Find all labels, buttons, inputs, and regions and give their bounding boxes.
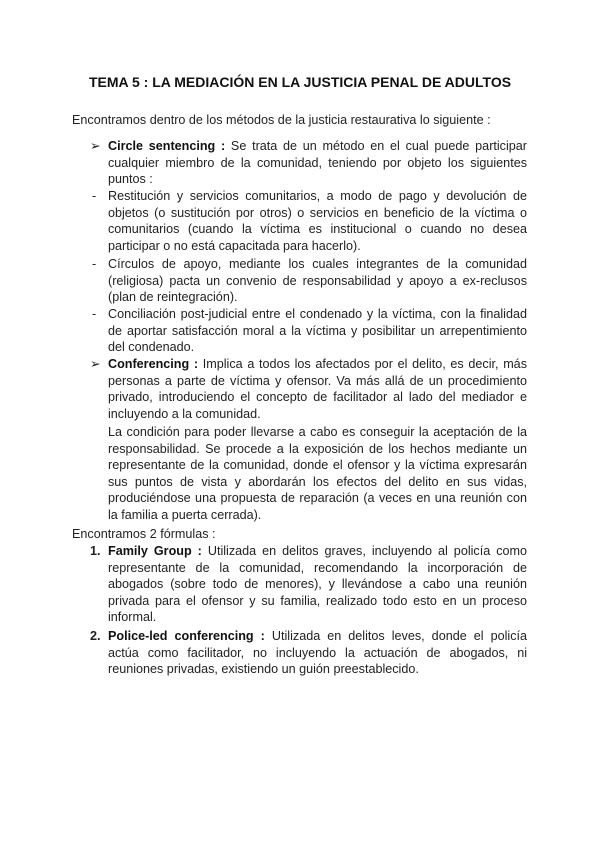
conferencing-condition: La condición para poder llevarse a cabo es conseguir la aceptación de la responsabilidad. Se procede a la exposición de los hechos mediante un representante de la comunidad, donde el ofensor y la víctima expresarán sus puntos de vista y abordarán los efectos del delito en sus vidas, produciéndose una propuesta de reparación (a veces en una reunión con la familia a puerta cerrada). (108, 425, 527, 522)
arrow-bullet-icon: ➢ (90, 139, 101, 153)
dash-bullet: - (92, 189, 97, 203)
list-number: 1. (90, 544, 101, 558)
conferencing-term: Conferencing : (108, 357, 199, 371)
point-restitucion: Restitución y servicios comunitarios, a modo de pago y devolución de objetos (o sustitución por otros) o servicios en beneficio de la víctima o comunitarios (cuando la víctima es institucional o cuando no desea participar o no está capacitada para hacerlo). (108, 189, 527, 253)
police-led-text: Utilizada en delitos leves, donde el policía actúa como facilitador, no incluyendo la actuación de abogados, ni reuniones privadas, existiendo un guión preestablecido. (108, 629, 528, 677)
circle-sentencing-term: Circle sentencing : (108, 139, 226, 153)
family-group-term: Family Group : (108, 544, 202, 558)
arrow-bullet-icon: ➢ (90, 357, 101, 371)
conferencing-text: Implica a todos los afectados por el delito, es decir, más personas a parte de víctima y ofensor. Va más allá de un procedimiento privado, introduciendo el concepto de facilitador al lado del mediador e incluyendo a la comunidad. (108, 357, 527, 421)
list-number: 2. (90, 629, 101, 643)
family-group-item (108, 543, 527, 626)
circle-sentencing-item (108, 138, 527, 188)
formulas-intro: Encontramos 2 fórmulas : (72, 527, 216, 541)
family-group-text: Utilizada en delitos graves, incluyendo al policía como representante de la comunidad, recomendando la incorporación de abogados (sobre todo de menores), y llevándose a cabo una reunión privada para el ofensor y su familia, realizado todo esto en un proceso informal. (108, 544, 527, 625)
police-led-term: Police-led conferencing : (108, 629, 265, 643)
police-led-item (108, 628, 527, 678)
point-conciliacion: Conciliación post-judicial entre el condenado y la víctima, con la finalidad de aportar satisfacción moral a la víctima y posibilitar un arrepentimiento del condenado. (108, 307, 527, 355)
conferencing-item (108, 356, 527, 422)
circle-sentencing-text: Se trata de un método en el cual puede participar cualquier miembro de la comunidad, teniendo por objeto los siguientes puntos : (108, 139, 527, 187)
point-circulos: Círculos de apoyo, mediante los cuales integrantes de la comunidad (religiosa) pacta un convenio de responsabilidad y apoyo a ex-reclusos (plan de reintegración). (108, 257, 527, 305)
dash-bullet: - (92, 307, 97, 321)
dash-bullet: - (92, 257, 97, 271)
page-title: TEMA 5 : LA MEDIACIÓN EN LA JUSTICIA PENAL DE ADULTOS (88, 74, 512, 90)
intro-paragraph: Encontramos dentro de los métodos de la justicia restaurativa lo siguiente : (72, 113, 491, 127)
